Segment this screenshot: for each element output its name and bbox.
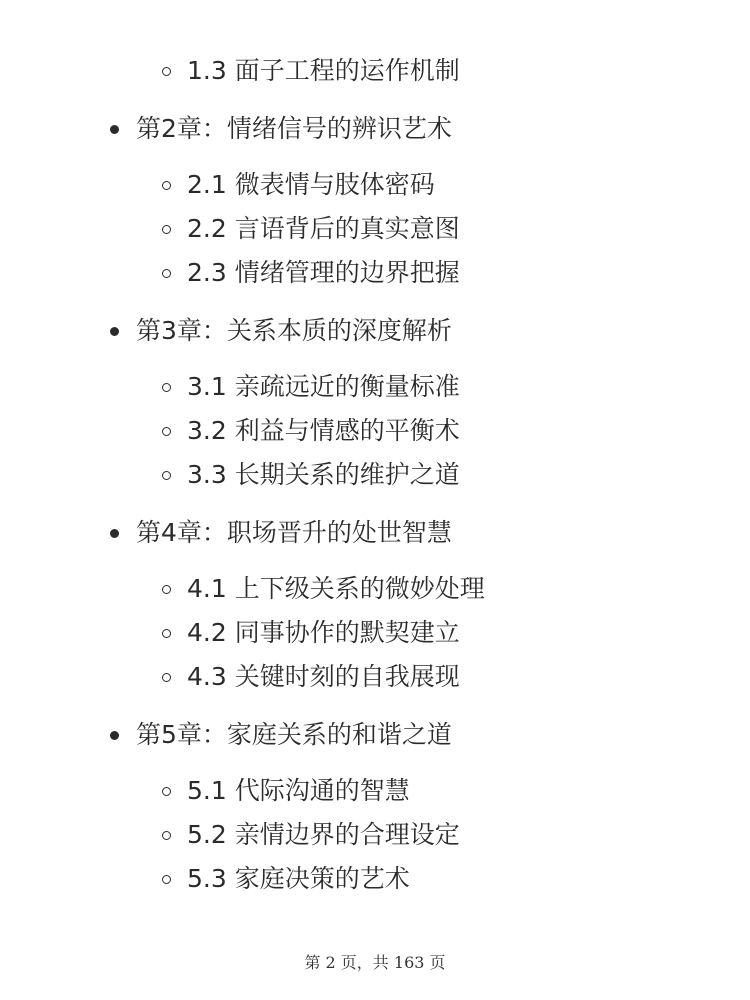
section-label: 2.3 情绪管理的边界把握 [187, 258, 460, 287]
disc-bullet-icon [110, 731, 119, 740]
disc-bullet-icon [110, 125, 119, 134]
chapter-title: 第2章：情绪信号的辨识艺术 [136, 114, 452, 143]
circle-bullet-icon [162, 875, 171, 884]
section-label: 2.1 微表情与肢体密码 [187, 170, 435, 199]
section-label: 5.3 家庭决策的艺术 [187, 864, 410, 893]
circle-bullet-icon [162, 787, 171, 796]
toc-section-4-2[interactable] [162, 613, 460, 653]
toc-section-3-1[interactable] [162, 367, 460, 407]
toc-section-5-3[interactable] [162, 859, 410, 899]
toc-section-3-3[interactable] [162, 455, 460, 495]
toc-section-2-1[interactable] [162, 165, 435, 205]
circle-bullet-icon [162, 225, 171, 234]
section-label: 5.2 亲情边界的合理设定 [187, 820, 460, 849]
page-number-footer: 第 2 页，共 163 页 [304, 953, 446, 972]
section-label: 1.3 面子工程的运作机制 [187, 56, 460, 85]
circle-bullet-icon [162, 673, 171, 682]
circle-bullet-icon [162, 269, 171, 278]
circle-bullet-icon [162, 471, 171, 480]
toc-chapter-4[interactable] [110, 513, 452, 553]
toc-chapter-2[interactable] [110, 109, 452, 149]
toc-chapter-5[interactable] [110, 715, 452, 755]
section-label: 5.1 代际沟通的智慧 [187, 776, 410, 805]
chapter-title: 第4章：职场晋升的处世智慧 [136, 518, 452, 547]
toc-section-4-1[interactable] [162, 569, 485, 609]
toc-section-2-3[interactable] [162, 253, 460, 293]
circle-bullet-icon [162, 181, 171, 190]
section-label: 4.2 同事协作的默契建立 [187, 618, 460, 647]
chapter-title: 第3章：关系本质的深度解析 [136, 316, 452, 345]
disc-bullet-icon [110, 529, 119, 538]
section-label: 3.1 亲疏远近的衡量标准 [187, 372, 460, 401]
circle-bullet-icon [162, 427, 171, 436]
section-label: 3.3 长期关系的维护之道 [187, 460, 460, 489]
circle-bullet-icon [162, 831, 171, 840]
section-label: 4.1 上下级关系的微妙处理 [187, 574, 485, 603]
toc-section-4-3[interactable] [162, 657, 460, 697]
circle-bullet-icon [162, 585, 171, 594]
section-label: 4.3 关键时刻的自我展现 [187, 662, 460, 691]
toc-chapter-3[interactable] [110, 311, 452, 351]
circle-bullet-icon [162, 629, 171, 638]
circle-bullet-icon [162, 67, 171, 76]
toc-section-5-1[interactable] [162, 771, 410, 811]
section-label: 2.2 言语背后的真实意图 [187, 214, 460, 243]
toc-section-5-2[interactable] [162, 815, 460, 855]
section-label: 3.2 利益与情感的平衡术 [187, 416, 460, 445]
toc-section-1-3[interactable] [162, 51, 460, 91]
toc-section-3-2[interactable] [162, 411, 460, 451]
disc-bullet-icon [110, 327, 119, 336]
circle-bullet-icon [162, 383, 171, 392]
chapter-title: 第5章：家庭关系的和谐之道 [136, 720, 452, 749]
toc-section-2-2[interactable] [162, 209, 460, 249]
